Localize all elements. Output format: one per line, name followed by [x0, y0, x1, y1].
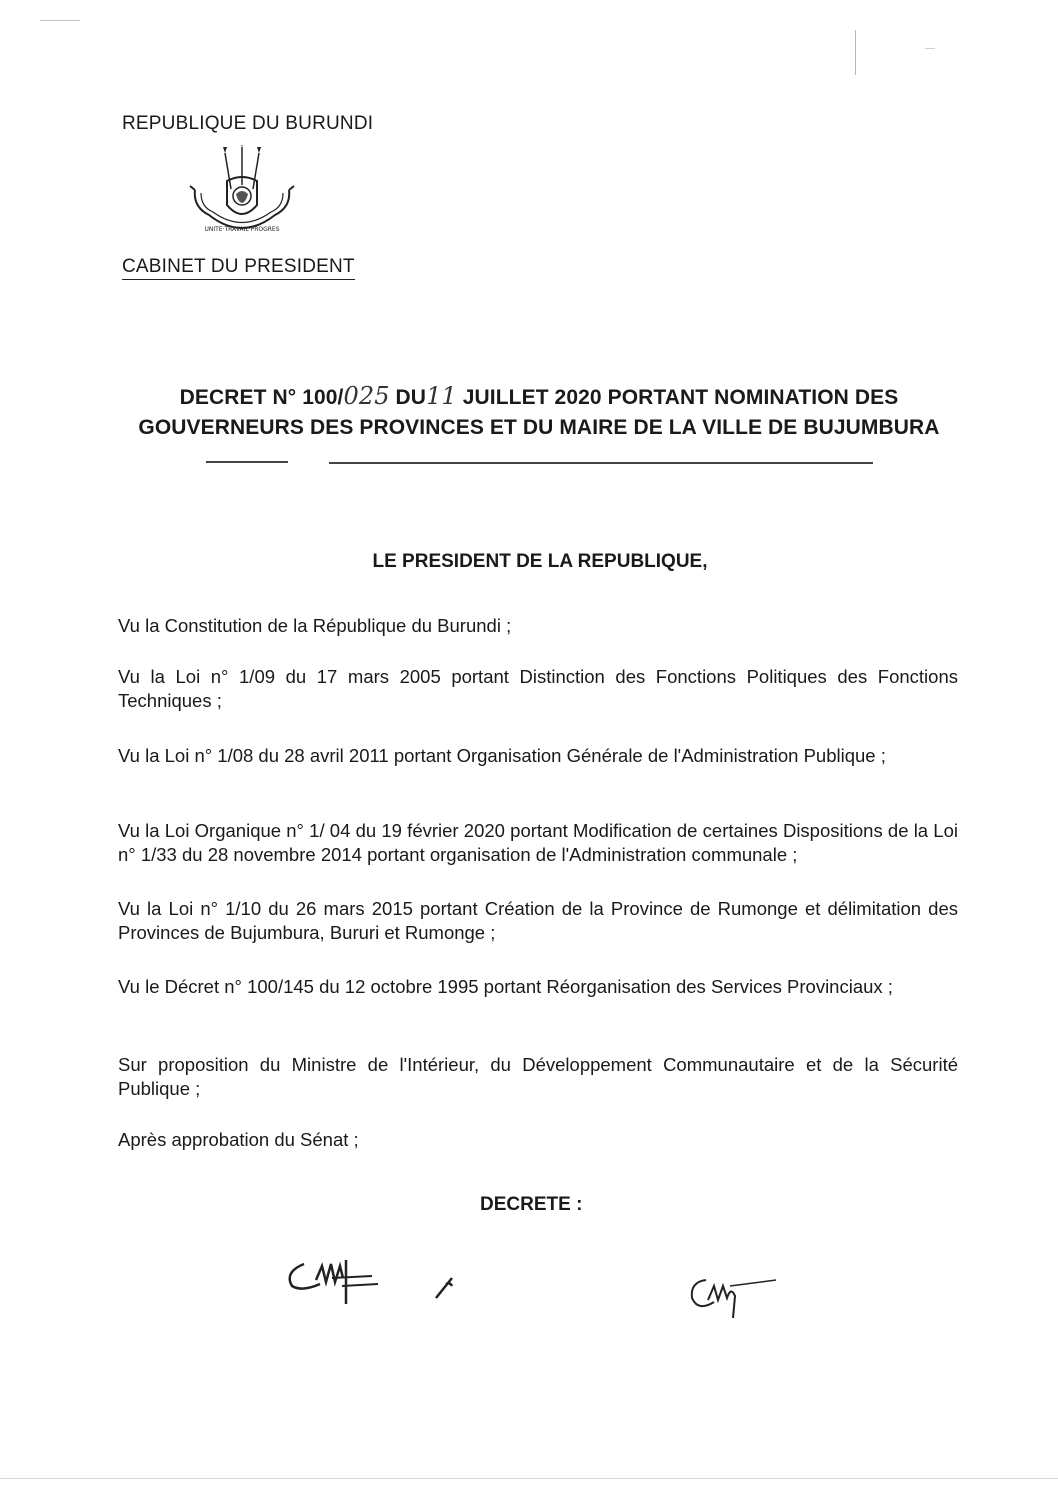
burundi-coat-of-arms-icon: [185, 145, 300, 245]
consideration-8: Après approbation du Sénat ;: [118, 1129, 359, 1150]
consideration-2: Vu la Loi n° 1/09 du 17 mars 2005 portant Distinction des Fonctions Politiques des Fonctions Techniques ;: [118, 666, 958, 711]
decree-prefix: DECRET N° 100/: [179, 386, 344, 409]
republic-heading: REPUBLIQUE DU BURUNDI: [122, 113, 374, 134]
decree-title: [120, 381, 958, 443]
initials-2-icon: [430, 1272, 460, 1302]
consideration-5: Vu la Loi n° 1/10 du 26 mars 2015 portant Création de la Province de Rumonge et délimitation des Provinces de Bujumbura, Bururi et Rumonge ;: [118, 898, 958, 943]
consideration-7: Sur proposition du Ministre de l'Intérieur, du Développement Communautaire et de la Sécurité Publique ;: [118, 1054, 958, 1099]
decree-title-rest: JUILLET 2020 PORTANT NOMINATION DES: [462, 386, 899, 409]
svg-text:UNITE·TRAVAIL·PROGRES: UNITE·TRAVAIL·PROGRES: [204, 226, 280, 233]
scan-edge: [0, 1478, 1058, 1479]
decree-du: DU: [395, 386, 427, 409]
cabinet-heading: CABINET DU PRESIDENT: [122, 256, 355, 280]
decree-title-line2: GOUVERNEURS DES PROVINCES ET DU MAIRE DE LA VILLE DE BUJUMBURA: [138, 416, 940, 439]
decrete-heading: DECRETE :: [480, 1194, 583, 1215]
consideration-1: Vu la Constitution de la République du Burundi ;: [118, 615, 512, 636]
president-heading: LE PRESIDENT DE LA REPUBLIQUE,: [372, 551, 708, 572]
scan-mark: [855, 30, 856, 75]
consideration-6: Vu le Décret n° 100/145 du 12 octobre 1995 portant Réorganisation des Services Provinciaux ;: [118, 976, 893, 997]
decree-day-handwritten: 11: [426, 382, 457, 410]
title-divider-long: [329, 462, 873, 464]
consideration-3: Vu la Loi n° 1/08 du 28 avril 2011 portant Organisation Générale de l'Administration Publique ;: [118, 745, 886, 766]
scan-mark: [40, 20, 80, 21]
title-divider-short: [206, 461, 288, 463]
decree-number-handwritten: 025: [343, 382, 390, 410]
initials-3-icon: [684, 1268, 779, 1323]
consideration-4: Vu la Loi Organique n° 1/ 04 du 19 février 2020 portant Modification de certaines Dispositions de la Loi n° 1/33 du 28 novembre 2014 portant organisation de l'Administration communale ;: [118, 820, 958, 865]
decree-title-line1: [120, 381, 958, 413]
scan-mark: [925, 48, 935, 49]
emblem: [185, 145, 300, 245]
initials-1-icon: [282, 1250, 392, 1310]
